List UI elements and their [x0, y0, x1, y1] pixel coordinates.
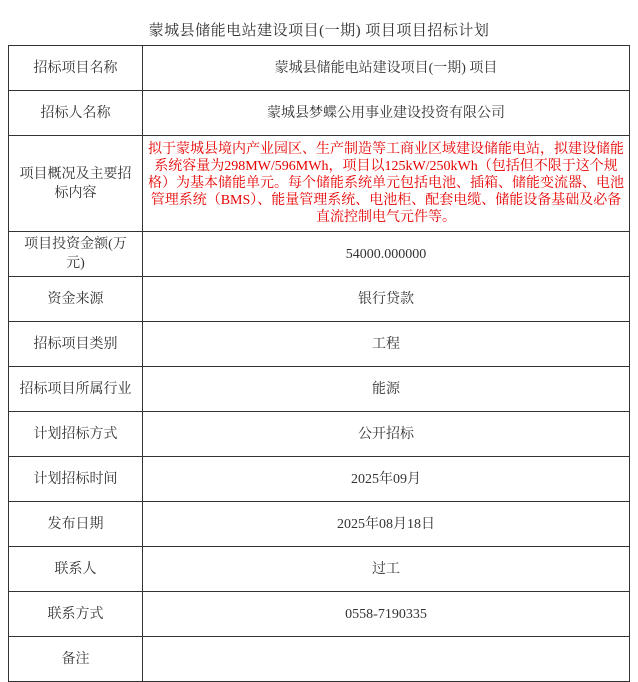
- table-row: [9, 367, 630, 412]
- row-value: 2025年09月: [143, 457, 630, 502]
- row-label: 联系人: [9, 547, 143, 592]
- row-value: 银行贷款: [143, 277, 630, 322]
- row-label: 招标项目所属行业: [9, 367, 143, 412]
- table-row: [9, 322, 630, 367]
- row-label: 备注: [9, 637, 143, 682]
- row-value: 工程: [143, 322, 630, 367]
- row-label: 联系方式: [9, 592, 143, 637]
- bidding-plan-table-body: [9, 46, 630, 682]
- row-value: 0558-7190335: [143, 592, 630, 637]
- table-row: [9, 412, 630, 457]
- row-value: [143, 637, 630, 682]
- table-row: [9, 232, 630, 277]
- table-row: [9, 547, 630, 592]
- row-value: 蒙城县梦蝶公用事业建设投资有限公司: [143, 91, 630, 136]
- table-row: [9, 136, 630, 232]
- table-row: [9, 91, 630, 136]
- row-value: 蒙城县储能电站建设项目(一期) 项目: [143, 46, 630, 91]
- table-row: [9, 457, 630, 502]
- row-label: 项目投资金额(万元): [9, 232, 143, 277]
- row-label: 资金来源: [9, 277, 143, 322]
- page-title: 蒙城县储能电站建设项目(一期) 项目项目招标计划: [148, 23, 490, 39]
- bidding-plan-table: [8, 45, 630, 682]
- row-label: 计划招标时间: [9, 457, 143, 502]
- table-row: [9, 277, 630, 322]
- table-row: [9, 592, 630, 637]
- table-row: [9, 46, 630, 91]
- row-label: 招标人名称: [9, 91, 143, 136]
- row-value: 能源: [143, 367, 630, 412]
- row-value: 公开招标: [143, 412, 630, 457]
- row-label: 招标项目名称: [9, 46, 143, 91]
- row-label: 招标项目类别: [9, 322, 143, 367]
- row-label: 发布日期: [9, 502, 143, 547]
- table-row: [9, 637, 630, 682]
- row-value: 拟于蒙城县境内产业园区、生产制造等工商业区域建设储能电站，拟建设储能系统容量为298MW/596MWh，项目以125kW/250kWh（包括但不限于这个规格）为基本储能单元。每个储能系统单元包括电池、插箱、储能变流器、电池管理系统（BMS）、能量管理系统、电池柜、配套电缆、储能设备基础及必备直流控制电气元件等。: [143, 136, 630, 232]
- row-value: 54000.000000: [143, 232, 630, 277]
- row-label: 计划招标方式: [9, 412, 143, 457]
- row-value: 2025年08月18日: [143, 502, 630, 547]
- row-value: 过工: [143, 547, 630, 592]
- row-label: 项目概况及主要招标内容: [9, 136, 143, 232]
- table-row: [9, 502, 630, 547]
